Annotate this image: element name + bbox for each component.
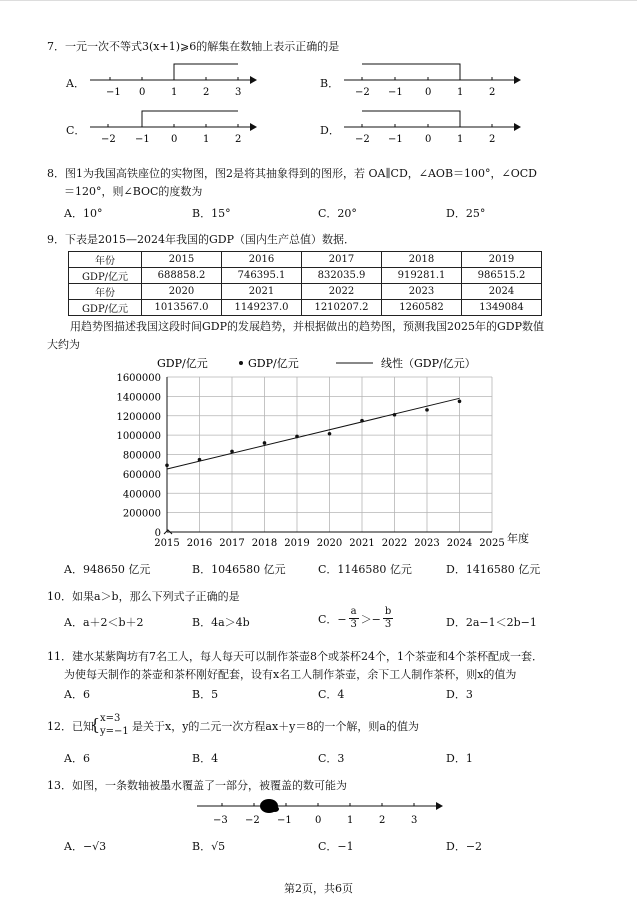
data-point (230, 450, 234, 454)
data-point (425, 408, 429, 412)
table-cell: 2020 (142, 284, 222, 300)
q9-para-line1: 用趋势图描述我国这段时间GDP的发展趋势，并根据做出的趋势图，预测我国2025年的GDP数值 (70, 320, 545, 333)
data-point (295, 435, 299, 439)
q10c-num2: b (384, 606, 392, 617)
q7c-tick-4: 2 (235, 134, 242, 145)
q13-tick-5: 2 (379, 815, 386, 826)
q13-option-a: A．−√3 (64, 840, 107, 853)
q9-stem: 9．下表是2015—2024年我国的GDP（国内生产总值）数据． (47, 233, 355, 246)
q10c-den2: 3 (384, 619, 392, 630)
table-cell: 2016 (222, 252, 302, 268)
q7a-tick-3: 2 (203, 87, 210, 98)
gdp-table (68, 251, 542, 316)
q7-number-line-a (88, 60, 258, 100)
table-row (69, 284, 542, 300)
legend-entry-scatter: GDP/亿元 (248, 357, 299, 370)
table-cell: GDP/亿元 (69, 300, 142, 316)
x-tick-label: 2015 (154, 538, 180, 549)
q13-number-line (195, 796, 445, 830)
q7c-tick-0: −2 (101, 134, 116, 145)
table-cell: 1149237.0 (222, 300, 302, 316)
q7b-tick-2: 0 (425, 87, 432, 98)
top-rule (0, 0, 637, 1)
x-tick-label: 2018 (251, 538, 278, 549)
table-cell: 2015 (142, 252, 222, 268)
q13-option-c: C．−1 (318, 840, 354, 853)
q12-prefix: 12．已知 (47, 720, 94, 733)
table-cell: 2018 (382, 252, 462, 268)
q10-option-d: D．2a−1＜2b−1 (446, 616, 537, 629)
q9-option-a: A．948650 亿元 (64, 563, 151, 576)
q13-tick-1: −2 (245, 815, 260, 826)
y-tick-label: 400000 (122, 489, 161, 501)
q7a-tick-0: −1 (106, 87, 121, 98)
chart-xlabel: 年度 (507, 532, 529, 545)
q13-tick-6: 3 (411, 815, 418, 826)
q13-tick-0: −3 (213, 815, 228, 826)
q7-stem: 7．一元一次不等式3(x+1)⩾6的解集在数轴上表示正确的是 (47, 40, 340, 53)
q7d-tick-0: −2 (355, 134, 370, 145)
table-cell: 2022 (302, 284, 382, 300)
q7d-tick-3: 1 (457, 134, 464, 145)
q12-system (100, 712, 129, 738)
q10-option-c (318, 606, 395, 631)
q11-option-b: B．5 (192, 688, 219, 701)
table-cell: 2021 (222, 284, 302, 300)
q12-option-c: C．3 (318, 752, 345, 765)
q7b-tick-4: 2 (489, 87, 496, 98)
y-tick-label: 600000 (122, 469, 161, 481)
q10c-num1: a (350, 606, 357, 617)
q7b-tick-1: −1 (388, 87, 403, 98)
table-cell: GDP/亿元 (69, 268, 142, 284)
q11-option-c: C．4 (318, 688, 345, 701)
q13-option-d: D．−2 (446, 840, 483, 853)
data-point (165, 463, 169, 467)
table-cell: 688858.2 (142, 268, 222, 284)
q8-option-c: C．20° (318, 207, 357, 220)
q10-option-a: A．a＋2＜b＋2 (64, 616, 144, 629)
q8-option-a: A．10° (64, 207, 103, 220)
q12-option-b: B．4 (192, 752, 219, 765)
q7-number-line-c (88, 107, 258, 147)
q8-option-d: D．25° (446, 207, 486, 220)
table-cell: 年份 (69, 252, 142, 268)
table-row (69, 268, 542, 284)
table-cell: 986515.2 (462, 268, 542, 284)
q11-line2: 为使每天制作的茶壶和茶杯刚好配套，设有x名工人制作茶壶，余下工人制作茶杯，则x的值为 (64, 668, 517, 681)
q7d-tick-1: −1 (388, 134, 403, 145)
data-point (328, 432, 332, 436)
table-cell: 2024 (462, 284, 542, 300)
y-tick-label: 0 (154, 528, 161, 539)
q8-line2: ＝120°，则∠BOC的度数为 (64, 185, 203, 198)
q12-brace: { (90, 715, 101, 734)
x-tick-label: 2020 (316, 538, 343, 549)
chart-grid (167, 377, 492, 532)
q9-option-b: B．1046580 亿元 (192, 563, 286, 576)
q12-eq1: x=3 (100, 713, 121, 724)
chart-ylabel: GDP/亿元 (157, 357, 208, 370)
q7c-tick-1: −1 (135, 134, 150, 145)
table-row (69, 252, 542, 268)
q7a-tick-1: 0 (139, 87, 146, 98)
ink-blot-drip (271, 806, 279, 812)
y-tick-label: 1000000 (116, 431, 161, 443)
q7a-tick-4: 3 (235, 87, 242, 98)
data-point (458, 400, 462, 404)
table-cell: 2019 (462, 252, 542, 268)
chart-trend (167, 398, 460, 469)
q7d-tick-2: 0 (425, 134, 432, 145)
table-cell: 2023 (382, 284, 462, 300)
q13-option-b: B．√5 (192, 840, 226, 853)
chart-axes (164, 377, 492, 534)
q11-line1: 11．建水某紫陶坊有7名工人，每人每天可以制作茶壶8个或茶杯24个，1个茶壶和4个茶杯配成一套． (47, 650, 543, 663)
q11-option-a: A．6 (64, 688, 90, 701)
q7b-tick-3: 1 (457, 87, 464, 98)
q12-eq2: y=−1 (100, 726, 129, 737)
table-cell: 1349084 (462, 300, 542, 316)
q7a-tick-2: 1 (171, 87, 178, 98)
q9-option-d: D．1416580 亿元 (446, 563, 541, 576)
data-point (360, 419, 364, 423)
x-tick-label: 2017 (219, 538, 245, 549)
table-cell: 年份 (69, 284, 142, 300)
y-tick-label: 800000 (122, 450, 161, 462)
q10c-prefix: C．− (318, 612, 347, 626)
q12-suffix: 是关于x，y的二元一次方程ax＋y＝8的一个解，则a的值为 (132, 720, 419, 733)
q11-option-d: D．3 (446, 688, 473, 701)
q10-stem: 10．如果a＞b，那么下列式子正确的是 (47, 590, 240, 603)
table-cell: 2017 (302, 252, 382, 268)
x-tick-label: 2025 (479, 538, 505, 549)
gdp-trend-chart (95, 352, 545, 552)
q13-tick-2: −1 (277, 815, 292, 826)
y-tick-label: 1200000 (116, 411, 161, 423)
x-tick-label: 2023 (414, 538, 440, 549)
q8-option-b: B．15° (192, 207, 231, 220)
q7c-tick-2: 0 (171, 134, 178, 145)
q7-label-a: A． (66, 77, 85, 90)
q7-label-b: B． (320, 77, 340, 90)
legend-entry-trend: 线性（GDP/亿元） (381, 357, 476, 370)
q7-label-d: D． (320, 124, 340, 137)
page-footer: 第2页，共6页 (284, 882, 353, 895)
q13-tick-4: 1 (347, 815, 354, 826)
y-tick-label: 200000 (122, 508, 161, 520)
y-tick-label: 1400000 (116, 392, 161, 404)
q7-number-line-b (342, 60, 522, 100)
x-tick-label: 2019 (284, 538, 310, 549)
q7-label-c: C． (66, 124, 86, 137)
legend-marker-scatter (239, 361, 243, 365)
q12-option-a: A．6 (64, 752, 90, 765)
q13-tick-3: 0 (315, 815, 322, 826)
x-tick-label: 2016 (186, 538, 213, 549)
data-point (198, 458, 202, 462)
q10c-mid: ＞− (360, 612, 381, 626)
q10-option-b: B．4a＞4b (192, 616, 250, 629)
q13-stem: 13．如图，一条数轴被墨水覆盖了一部分，被覆盖的数可能为 (47, 779, 347, 792)
q10c-den1: 3 (350, 619, 357, 630)
y-tick-label: 1600000 (116, 373, 161, 384)
table-cell: 1013567.0 (142, 300, 222, 316)
q7c-tick-3: 1 (203, 134, 210, 145)
q9-option-c: C．1146580 亿元 (318, 563, 412, 576)
chart-ticks (116, 373, 504, 549)
table-cell: 832035.9 (302, 268, 382, 284)
table-cell: 919281.1 (382, 268, 462, 284)
table-cell: 746395.1 (222, 268, 302, 284)
q9-para-line2: 大约为 (47, 338, 80, 351)
q8-line1: 8．图1为我国高铁座位的实物图，图2是将其抽象得到的图形，若 OA∥CD，∠AOB＝100°，∠OCD (47, 167, 537, 180)
x-tick-label: 2022 (381, 538, 408, 549)
x-tick-label: 2024 (446, 538, 473, 549)
q10c-fraction-1 (349, 606, 359, 631)
table-cell: 1260582 (382, 300, 462, 316)
trend-line (167, 398, 460, 469)
q7b-tick-0: −2 (355, 87, 370, 98)
table-row (69, 300, 542, 316)
q12-option-d: D．1 (446, 752, 473, 765)
table-cell: 1210207.2 (302, 300, 382, 316)
data-point (263, 441, 267, 445)
q7-number-line-d (342, 107, 522, 147)
x-tick-label: 2021 (349, 538, 375, 549)
data-point (393, 413, 397, 417)
q7d-tick-4: 2 (489, 134, 496, 145)
q10c-fraction-2 (383, 606, 393, 631)
